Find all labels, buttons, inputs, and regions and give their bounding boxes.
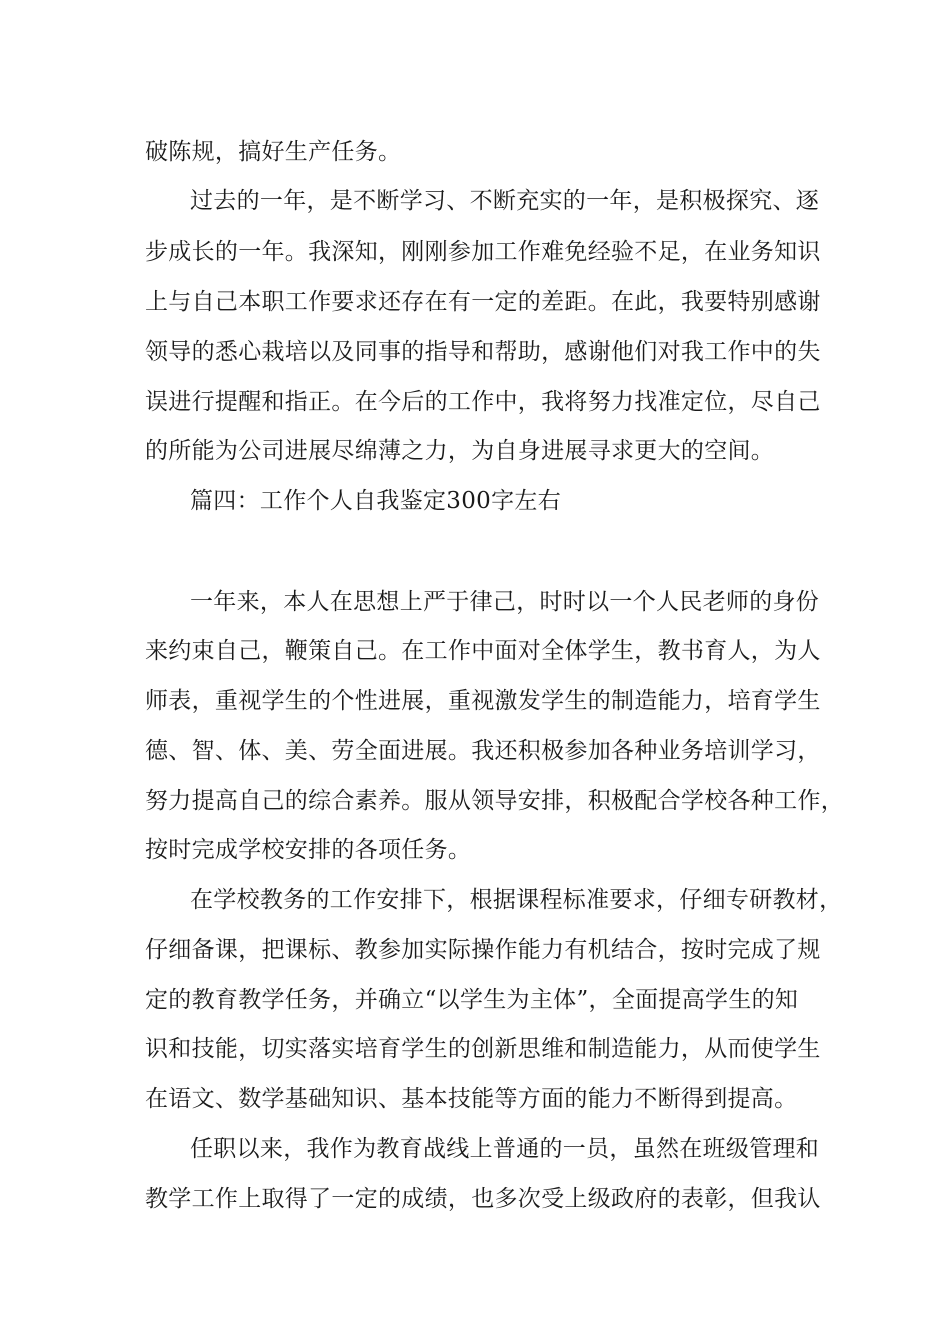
- text-line: 领导的悉心栽培以及同事的指导和帮助，感谢他们对我工作中的失: [145, 339, 821, 365]
- text-line: 破陈规，搞好生产任务。: [145, 139, 402, 165]
- text-line: 来约束自己，鞭策自己。在工作中面对全体学生，教书育人，为人: [145, 638, 821, 664]
- section-heading: 篇四：工作个人自我鉴定300字左右: [190, 488, 561, 514]
- paragraph-first-line: 在学校教务的工作安排下，根据课程标准要求，仔细专研教材，: [190, 887, 843, 913]
- text-line: 上与自己本职工作要求还存在有一定的差距。在此，我要特别感谢: [145, 289, 821, 315]
- text-line: 努力提高自己的综合素养。服从领导安排，积极配合学校各种工作，: [145, 788, 844, 814]
- paragraph-first-line: 任职以来，我作为教育战线上普通的一员，虽然在班级管理和: [190, 1136, 820, 1162]
- text-line: 识和技能，切实落实培育学生的创新思维和制造能力，从而使学生: [145, 1036, 821, 1062]
- text-line: 定的教育教学任务，并确立“以学生为主体”，全面提高学生的知: [145, 987, 799, 1013]
- text-line: 的所能为公司进展尽绵薄之力，为自身进展寻求更大的空间。: [145, 438, 775, 464]
- paragraph-first-line: 一年来，本人在思想上严于律己，时时以一个人民老师的身份: [190, 589, 820, 615]
- text-line: 德、智、体、美、劳全面进展。我还积极参加各种业务培训学习，: [145, 738, 821, 764]
- paragraph-first-line: 过去的一年，是不断学习、不断充实的一年，是积极探究、逐: [190, 188, 820, 214]
- text-line: 步成长的一年。我深知，刚刚参加工作难免经验不足，在业务知识: [145, 239, 821, 265]
- text-line: 仔细备课，把课标、教参加实际操作能力有机结合，按时完成了规: [145, 937, 821, 963]
- text-line: 按时完成学校安排的各项任务。: [145, 837, 472, 863]
- text-line: 教学工作上取得了一定的成绩，也多次受上级政府的表彰，但我认: [145, 1186, 821, 1212]
- text-line: 误进行提醒和指正。在今后的工作中，我将努力找准定位，尽自己: [145, 389, 821, 415]
- text-line: 师表，重视学生的个性进展，重视激发学生的制造能力，培育学生: [145, 688, 821, 714]
- text-line: 在语文、数学基础知识、基本技能等方面的能力不断得到提高。: [145, 1086, 798, 1112]
